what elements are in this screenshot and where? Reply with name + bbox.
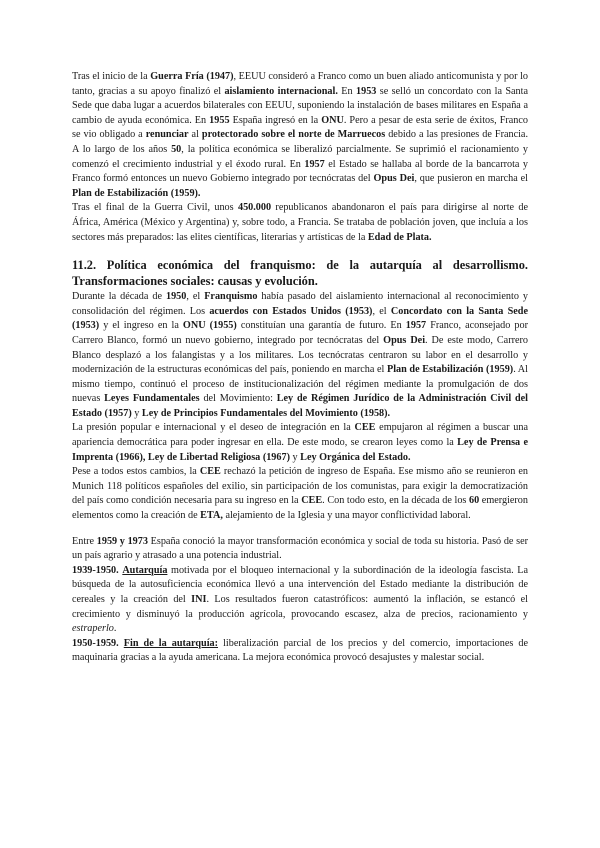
text-run: . Pero a pesar de esta serie de éxitos, Franco se vio obligado a (72, 114, 528, 141)
text-run: Tras el final de la Guerra Civil, unos (72, 202, 238, 214)
text-run: se selló un concordato con la Santa Sede que daba lugar a acuerdos bilaterales con EEUU, suponiendo la instalación de bases militares en España a cambio de ayuda económica. En (72, 85, 528, 126)
text-run: , que pusieron en marcha el (414, 173, 528, 185)
bold-text: CEE (199, 466, 221, 478)
text-run: . Los resultados fueron catastróficos: aumentó la inflación, se estancó el crecimiento y disminuyó la producción agrícola, provocando escasez, alza de precios, racionamiento y (72, 594, 528, 620)
bold-text: Guerra Fría (1947) (150, 71, 234, 82)
text-run: liberalización parcial de los precios y del comercio, importaciones de maquinaria gracias a la ayuda americana. La mejora económica provocó desajustes y malestar social. (72, 637, 529, 664)
bold-text: Ley Orgánica del Estado. (300, 451, 411, 463)
bold-text: Concordato con la Santa Sede (1953) (72, 305, 528, 332)
bold-text: aislamiento internacional. (224, 85, 338, 97)
paragraph-cee (72, 421, 528, 465)
text-run: Durante la década de (72, 291, 166, 303)
text-run: motivada por el bloqueo internacional y la subordinación de la ideología fascista. La búsqueda de la autosuficiencia económica llevó a una intervención del Estado mediante la distribución de cereales y la creación del (72, 564, 529, 605)
bold-text: Autarquía (122, 564, 168, 576)
bold-text: 450.000 (237, 202, 272, 214)
text-run: y el ingreso en la (99, 320, 183, 332)
text-run: . Al mismo tiempo, continuó el proceso de institucionalización del régimen mediante la promulgación de dos nuevas (72, 364, 528, 405)
text-run: , la política económica se liberalizó parcialmente. Se suprimió el racionamiento y comenzó el crecimiento industrial y el éxodo rural. En (72, 143, 528, 170)
text-run: republicanos abandonaron el país para dirigirse al norte de África, América (México y Argentina) y, sobre todo, a Francia. Se trataba de población joven, que incluía a los sectores más preparados: las elites científicas, literarias y artísticas de la (72, 202, 529, 243)
bold-text: acuerdos con Estados Unidos (1953) (209, 305, 373, 317)
text-run: alejamiento de la Iglesia y una mayor conflictividad laboral. (222, 510, 471, 522)
bold-text: Edad de Plata. (367, 231, 432, 243)
bold-text: CEE (301, 495, 323, 507)
text-run: . De este modo, Carrero Blanco desplazó a los falangistas y a los militares. Los tecnócratas centraron su labor en el desarrollo y modernización de la estructuras económicas del país, poniendo en marcha el (72, 334, 528, 376)
bold-text: Ley de Régimen Jurídico de la Administración Civil del Estado (1957) (72, 393, 528, 419)
italic-text: estraperlo (72, 623, 114, 635)
text-run: , EEUU consideró a Franco como un buen aliado anticomunista y por lo tanto, gracias a su apoyo finalizó el (72, 71, 529, 97)
paragraph-guerra-fria (72, 70, 528, 201)
text-run: Pese a todos estos cambios, la (72, 466, 200, 478)
paragraph-spacer (72, 524, 528, 535)
paragraph-munich (72, 465, 528, 523)
bold-text: 1950 (165, 291, 187, 303)
text-run: rechazó la petición de ingreso de España. Ese mismo año se reunieron en Munich 118 políticos españoles del exilio, sin participación de los comunistas, para exigir la democratización del país como condición necesaria para su ingreso en la (72, 466, 529, 507)
bold-text: Ley de Principios Fundamentales del Movimiento (1958). (141, 407, 391, 419)
bold-text: 1957 (405, 320, 427, 332)
paragraph-exilio (72, 201, 528, 245)
bold-text: 1950-1959. (72, 637, 119, 649)
bold-text: renunciar (145, 129, 189, 141)
bold-text: 1953 (356, 85, 377, 97)
bold-text: 60 (469, 495, 480, 507)
text-run: , el (372, 305, 391, 317)
text-run: La presión popular e internacional y el deseo de integración en la (72, 422, 355, 434)
bold-text: Plan de Estabilización (1959) (386, 364, 514, 376)
section-heading: 11.2. Política económica del franquismo: de la autarquía al desarrollismo. Transformaciones sociales: causas y evolución. (72, 258, 528, 289)
text-run: emergieron elementos como la creación de (72, 495, 528, 522)
text-run: España ingresó en la (229, 114, 322, 126)
bold-text: Leyes Fundamentales (104, 393, 200, 405)
text-run: Tras el inicio de la (72, 71, 151, 82)
bold-text: Franquismo (204, 291, 258, 303)
text-run: , el (186, 291, 205, 303)
paragraph-transformacion (72, 535, 528, 564)
bold-text: protectorado sobre el norte de Marruecos (201, 129, 386, 141)
text-run: del Movimiento: (199, 393, 277, 405)
text-run: . (113, 623, 117, 635)
text-run: . Con todo esto, en la década de los (322, 495, 469, 507)
text-run: constituían una garantía de futuro. En (236, 320, 406, 332)
paragraph-decada-1950 (72, 290, 528, 421)
text-run: Entre (72, 535, 97, 547)
text-run: España conoció la mayor transformación económica y social de toda su historia. Pasó de ser un país agrario y atrasado a una potencia industrial. (72, 535, 529, 562)
bold-text: 50 (171, 143, 182, 155)
bold-text: INI (191, 594, 207, 605)
bold-text: Opus Dei (373, 173, 415, 185)
bold-text: 1959 y 1973 (96, 535, 148, 547)
bold-text: CEE (354, 422, 376, 434)
paragraph-autarquia (72, 564, 528, 637)
text-run: y (131, 407, 142, 419)
text-run: y (289, 451, 301, 463)
paragraph-fin-autarquia (72, 637, 528, 666)
text-run: el Estado se hallaba al borde de la bancarrota y Franco formó entonces un nuevo Gobierno integrado por tecnócratas del (72, 158, 529, 185)
text-run: debido a las presiones de Francia. A lo largo de los años (72, 129, 528, 155)
bold-text: 1955 (209, 114, 230, 126)
text-run: al (188, 129, 202, 141)
bold-text: 1957 (304, 158, 325, 170)
text-run: empujaron al régimen a buscar una apariencia democrática para poder ingresar en ella. De este modo, se crearon leyes como la (72, 422, 528, 449)
bold-text: ONU (1955) (182, 320, 237, 332)
bold-text: 1939-1950. (72, 564, 119, 576)
bold-text: Ley de Prensa e Imprenta (1966), Ley de Libertad Religiosa (1967) (72, 437, 528, 463)
bold-text: ETA, (200, 510, 223, 522)
bold-text: ONU (321, 114, 344, 126)
text-run: En (337, 85, 357, 97)
bold-text: Fin de la autarquía: (123, 637, 219, 649)
text-run: había pasado del aislamiento internacional al reconocimiento y consolidación del régimen. Los (72, 291, 528, 317)
bold-text: Opus Dei (383, 334, 426, 346)
bold-text: Plan de Estabilización (1959). (72, 187, 201, 199)
text-run: Franco, aconsejado por Carrero Blanco, formó un nuevo gobierno, integrado por tecnócratas del (72, 320, 528, 346)
